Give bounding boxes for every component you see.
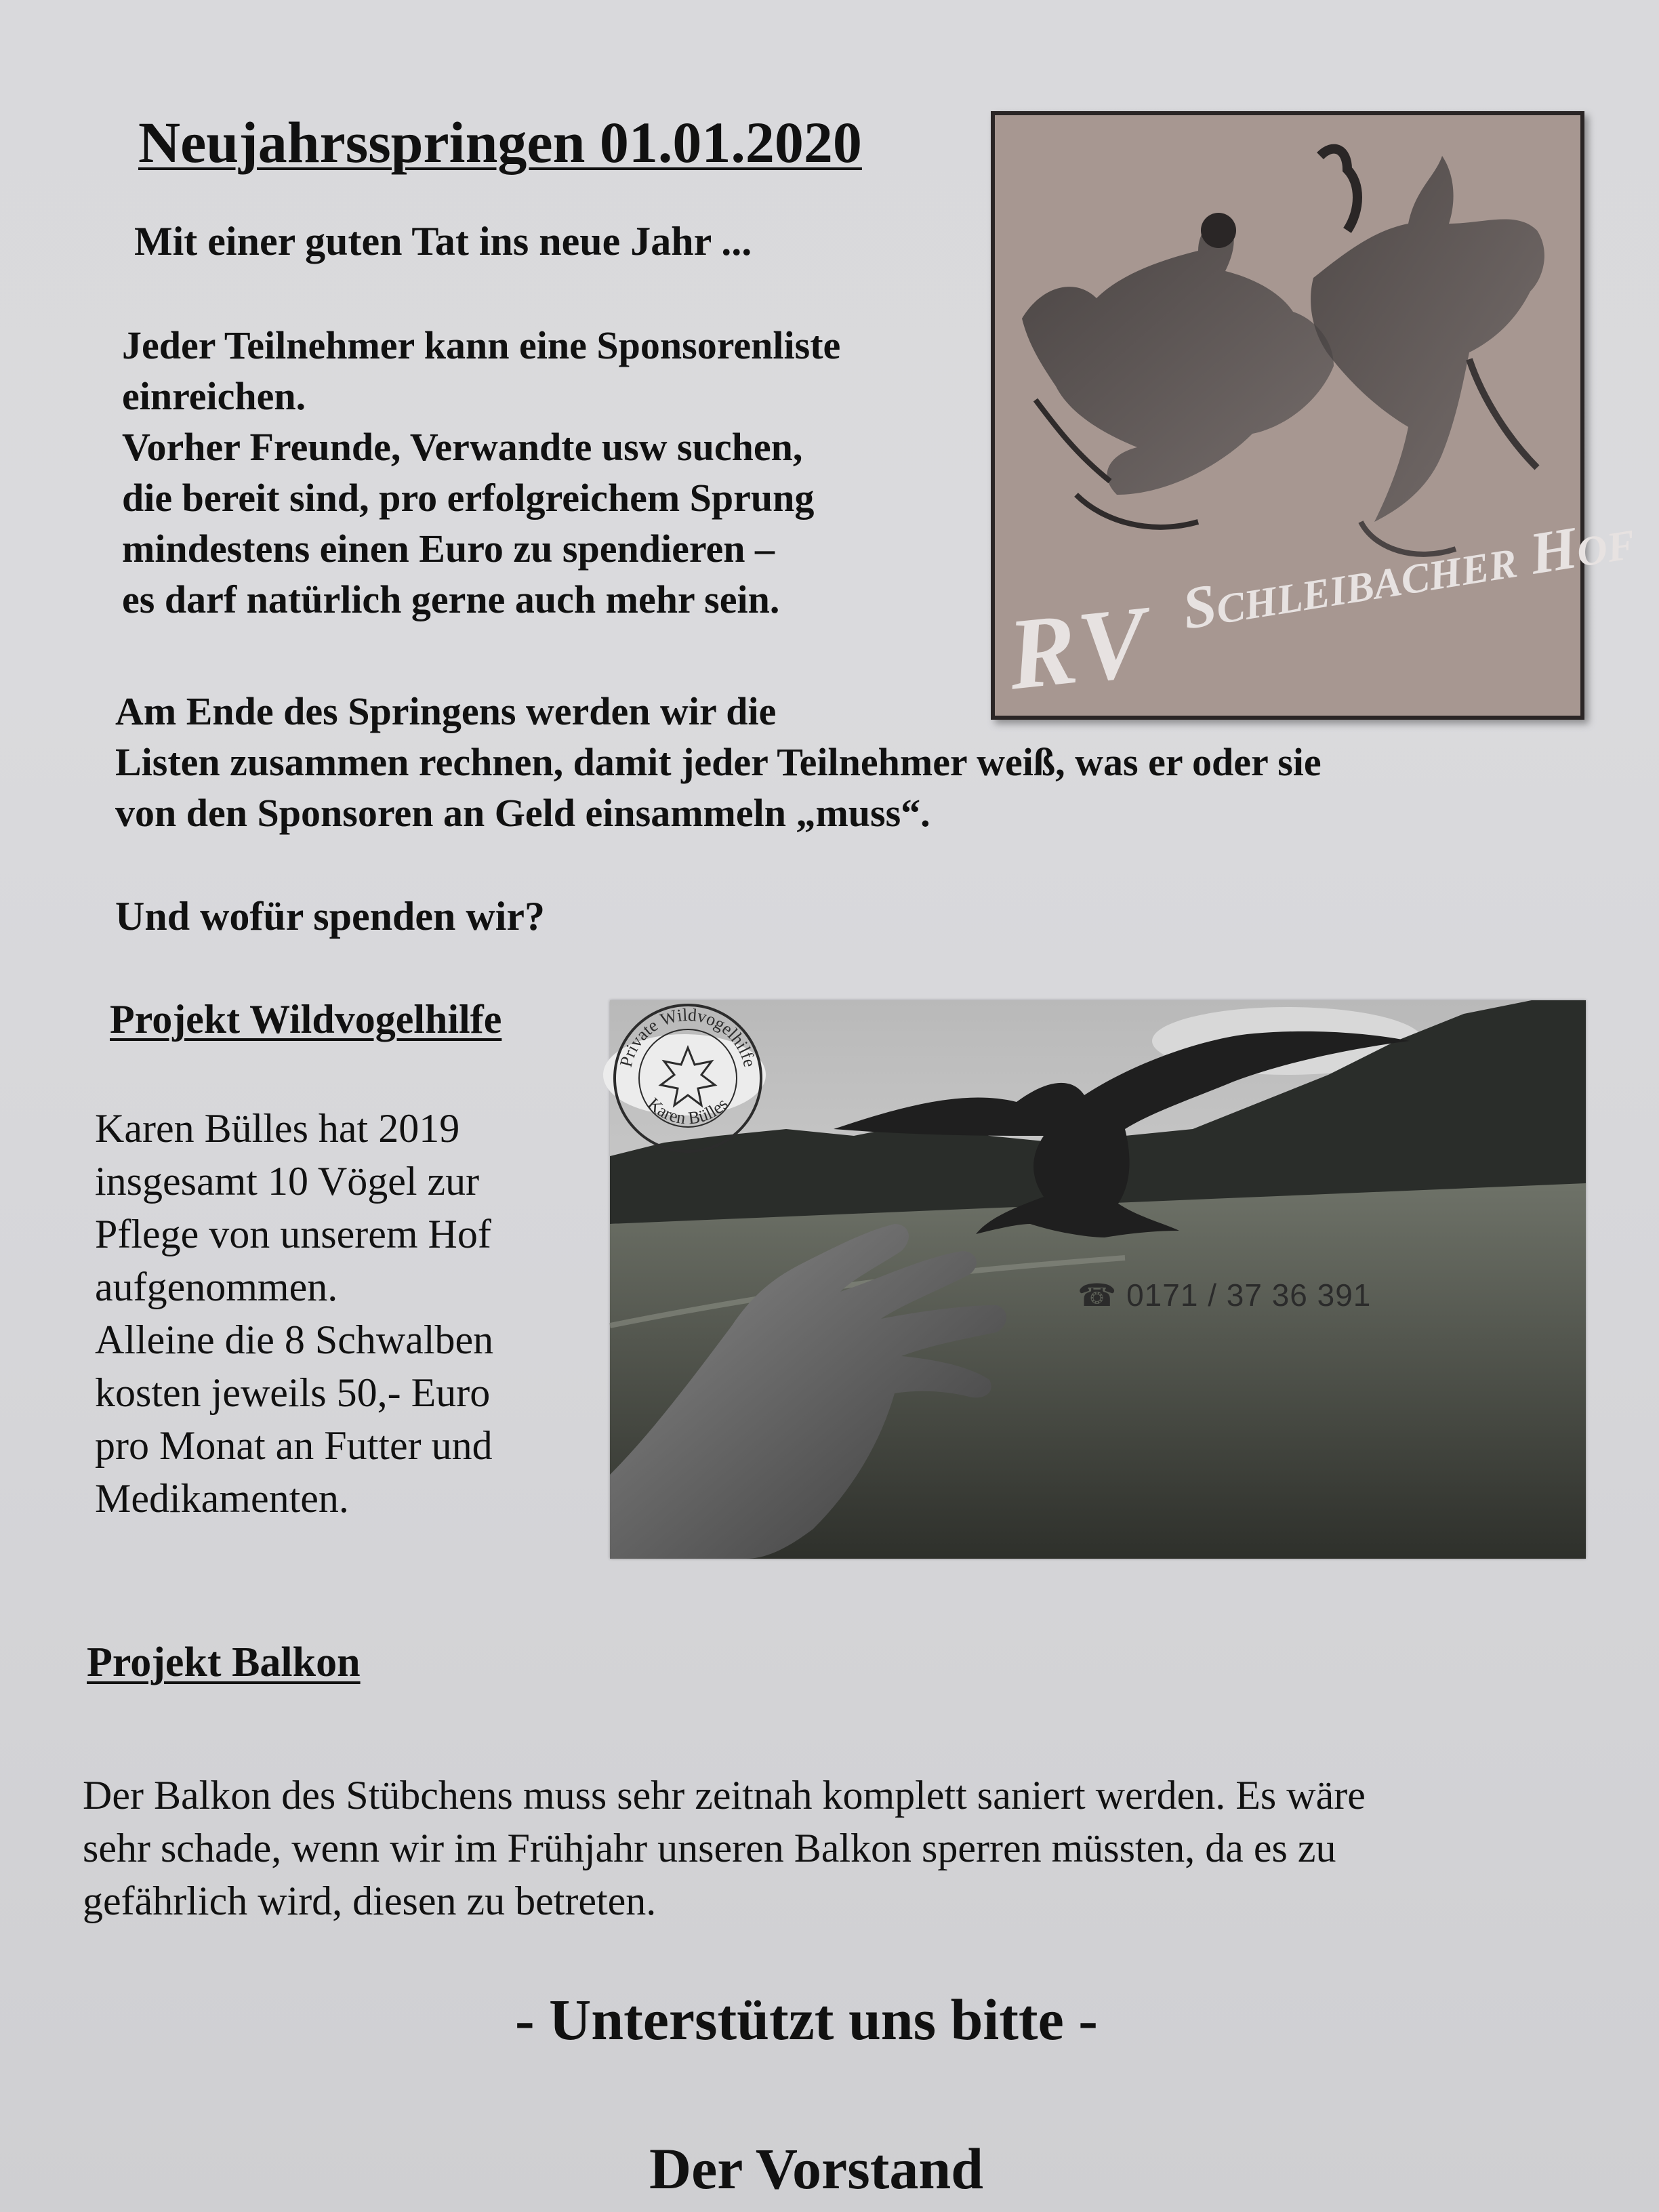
svg-text:Karen Bülles: Karen Bülles [644, 1094, 732, 1128]
intro-line: es darf natürlich gerne auch mehr sein. [122, 577, 780, 621]
wildvogel-heading: Projekt Wildvogelhilfe [110, 997, 502, 1042]
wildvogel-line: aufgenommen. [95, 1265, 338, 1309]
balkon-heading: Projekt Balkon [87, 1639, 361, 1685]
wildvogel-photo [610, 1000, 1586, 1559]
balkon-paragraph [83, 1769, 1366, 1927]
intro-line: Jeder Teilnehmer kann eine Sponsorenliste [122, 323, 841, 367]
wildvogel-paragraph [95, 1102, 493, 1525]
wildvogel-line: insgesamt 10 Vögel zur [95, 1159, 480, 1204]
wildvogel-line: Karen Bülles hat 2019 [95, 1106, 460, 1151]
end-line: von den Sponsoren an Geld einsammeln „muss“. [115, 791, 930, 835]
end-paragraph [115, 686, 1322, 838]
svg-text:Private Wildvogelhilfe: Private Wildvogelhilfe [615, 1004, 760, 1069]
balkon-line: Der Balkon des Stübchens muss sehr zeitnah komplett saniert werden. Es wäre [83, 1773, 1366, 1818]
wildvogel-line: Alleine die 8 Schwalben [95, 1317, 494, 1362]
support-appeal: - Unterstützt uns bitte - [515, 1987, 1098, 2052]
signature: Der Vorstand [649, 2136, 983, 2201]
wildvogel-line: pro Monat an Futter und [95, 1423, 493, 1468]
balkon-line: gefährlich wird, diesen zu betreten. [83, 1879, 657, 1923]
wildvogel-line: Pflege von unserem Hof [95, 1212, 491, 1256]
phone-number: ☎ 0171 / 37 36 391 [1078, 1277, 1372, 1313]
subtitle: Mit einer guten Tat ins neue Jahr ... [134, 219, 752, 264]
page-title: Neujahrsspringen 01.01.2020 [138, 110, 862, 175]
wildvogel-line: kosten jeweils 50,- Euro [95, 1370, 491, 1415]
intro-line: einreichen. [122, 374, 306, 418]
wildvogelhilfe-seal [610, 1000, 766, 1156]
rv-schleibacher-hof-logo [991, 111, 1639, 720]
wildvogel-line: Medikamenten. [95, 1476, 349, 1521]
end-line: Listen zusammen rechnen, damit jeder Teilnehmer weiß, was er oder sie [115, 740, 1322, 784]
intro-line: die bereit sind, pro erfolgreichem Sprung [122, 476, 815, 520]
intro-paragraph [122, 320, 840, 625]
balkon-line: sehr schade, wenn wir im Frühjahr unseren Balkon sperren müssten, da es zu [83, 1826, 1336, 1870]
end-line: Am Ende des Springens werden wir die [115, 689, 777, 733]
donation-question: Und wofür spenden wir? [115, 894, 546, 939]
intro-line: Vorher Freunde, Verwandte usw suchen, [122, 425, 803, 469]
logo-club-name: Schleibacher Hof [1178, 506, 1639, 642]
logo-abbreviation: RV [1002, 584, 1156, 712]
intro-line: mindestens einen Euro zu spendieren – [122, 527, 775, 571]
